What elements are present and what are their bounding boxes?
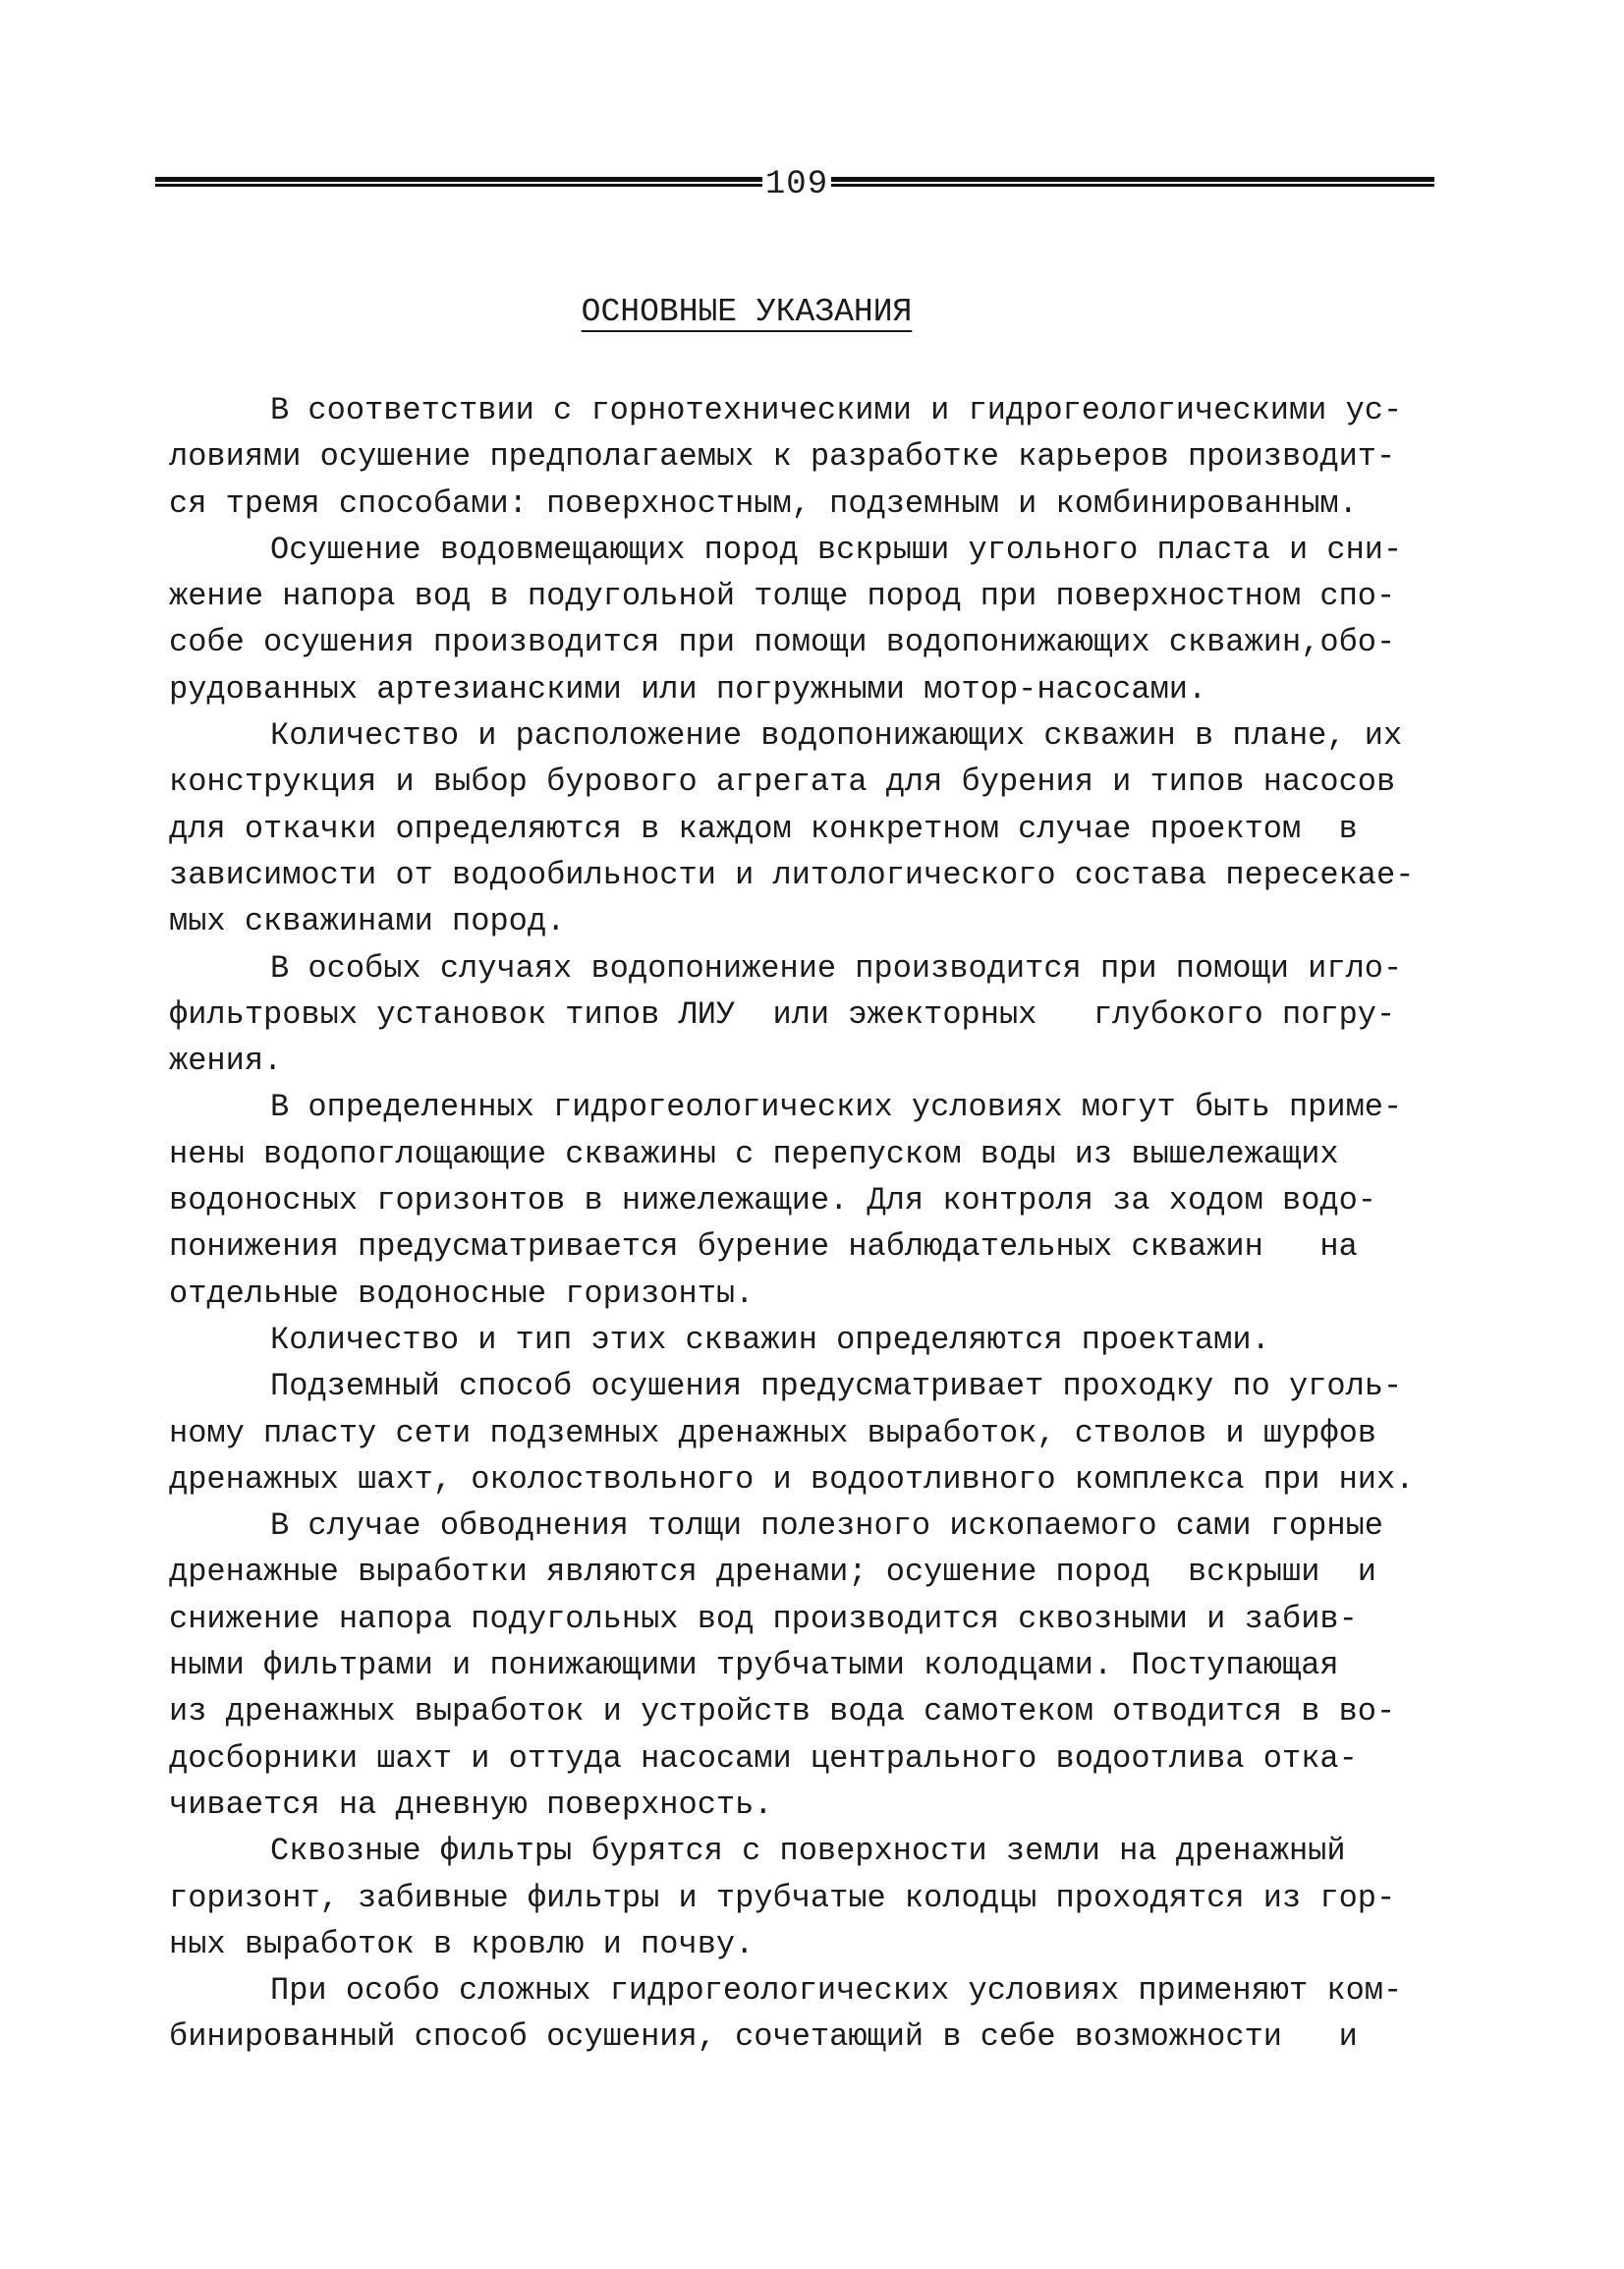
text-line: из дренажных выработок и устройств вода самотеком отводится в во- <box>169 1693 1396 1730</box>
text-line: зависимости от водообильности и литологического состава пересекае- <box>169 856 1415 893</box>
text-line: собе осушения производится при помощи водопонижающих скважин,обо- <box>169 624 1396 661</box>
text-line: Сквозные фильтры бурятся с поверхности земли на дренажный <box>270 1833 1346 1870</box>
text-line: доcборники шахт и оттуда насосами центрального водоотлива отка- <box>169 1739 1358 1777</box>
text-line: В случае обводнения толщи полезного ископаемого сами горные <box>270 1507 1383 1545</box>
text-line: ными фильтрами и понижающими трубчатыми колодцами. Поступающая <box>169 1647 1339 1684</box>
section-title-text: ОСНОВНЫЕ УКАЗАНИЯ <box>581 294 913 330</box>
text-line: В соответствии с горнотехническими и гидрогеологическими ус- <box>270 392 1403 428</box>
page-header <box>155 165 1434 204</box>
text-line: водоносных горизонтов в нижележащие. Для контроля за ходом водо- <box>169 1182 1376 1220</box>
text-line: Количество и расположение водопонижающих скважин в плане, их <box>270 717 1403 755</box>
text-line: Количество и тип этих скважин определяются проектами. <box>270 1321 1270 1358</box>
text-line: чивается на дневную поверхность. <box>169 1786 773 1823</box>
text-line: фильтровых установок типов ЛИУ или эжекторных глубокого погру- <box>169 995 1396 1033</box>
text-line: дренажные выработки являются дренами; осушение пород вскрыши и <box>169 1554 1376 1591</box>
text-line: жение напора вод в подугольной толще пород при поверхностном спо- <box>169 578 1396 615</box>
text-line: ному пласту сети подземных дренажных выработок, стволов и шурфов <box>169 1414 1376 1451</box>
text-line: нены водопоглощающие скважины с перепуском воды из вышележащих <box>169 1135 1339 1172</box>
body-text <box>169 387 1446 2061</box>
text-line: мых скважинами пород. <box>169 903 566 940</box>
text-line: снижение напора подугольных вод производится сквозными и забив- <box>169 1600 1358 1637</box>
text-line: конструкция и выбор бурового агрегата для бурения и типов насосов <box>169 764 1396 801</box>
text-line: ных выработок в кровлю и почву. <box>169 1925 755 1962</box>
text-line: отдельные водоносные горизонты. <box>169 1275 755 1312</box>
header-rule-left <box>155 177 762 191</box>
text-line: бинированный способ осушения, сочетающий в себе возможности и <box>169 2018 1358 2056</box>
text-line: рудованных артезианскими или погружными мотор-насосами. <box>169 670 1207 708</box>
text-line: ловиями осушение предполагаемых к разработке карьеров производит- <box>169 438 1396 476</box>
text-line: для откачки определяются в каждом конкретном случае проектом в <box>169 810 1358 847</box>
section-title <box>0 293 1493 332</box>
text-line: Подземный способ осушения предусматривает проходку по уголь- <box>270 1368 1403 1405</box>
text-line: ся тремя способами: поверхностным, подземным и комбинированным. <box>169 484 1358 522</box>
header-rule-right <box>831 177 1434 191</box>
text-line: горизонт, забивные фильтры и трубчатые колодцы проходятся из гор- <box>169 1879 1396 1916</box>
text-line: Осушение водовмещающих пород вскрыши угольного пласта и сни- <box>270 531 1403 568</box>
text-line: жения. <box>169 1043 283 1080</box>
text-line: В особых случаях водопонижение производится при помощи игло- <box>270 949 1403 987</box>
text-line: В определенных гидрогеологических условиях могут быть приме- <box>270 1089 1403 1126</box>
text-line: понижения предусматривается бурение наблюдательных скважин на <box>169 1228 1358 1266</box>
text-line: При особо сложных гидрогеологических условиях применяют ком- <box>270 1972 1403 2010</box>
page-number: 109 <box>764 166 829 203</box>
text-line: дренажных шахт, околоствольного и водоотливного комплекса при них. <box>169 1460 1415 1498</box>
